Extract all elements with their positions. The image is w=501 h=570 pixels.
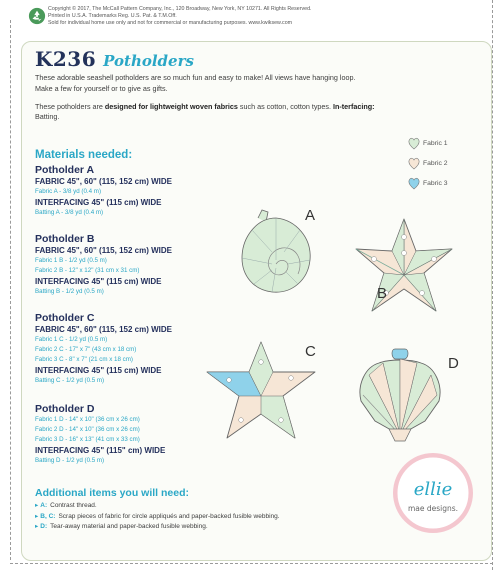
page-title [35,47,194,71]
heart-icon [408,156,420,170]
additional-heading: Additional items you will need: [35,487,190,499]
requirement-line: Fabric 1 B - 1/2 yd (0.5 m) [35,257,107,264]
requirement-line: Fabric 3 D - 16" x 13" (41 cm x 33 cm) [35,436,140,443]
cut-line-right [492,0,493,570]
potholder-title: Potholder C [35,312,95,324]
requirement-line: FABRIC 45", 60" (115, 152 cm) WIDE [35,246,172,255]
potholder-b-illustration [340,215,470,320]
requirement-line: Batting D - 1/2 yd (0.5 m) [35,457,105,464]
heart-icon [408,136,420,150]
fabric-recommendation: These potholders are designed for lightweight woven fabrics such as cotton, cotton types. In-terfacing: Batting. [35,102,375,121]
cut-line-left [10,20,11,560]
requirement-line: Batting C - 1/2 yd (0.5 m) [35,377,105,384]
requirement-line: FABRIC 45", 60" (115, 152 cm) WIDE [35,177,172,186]
additional-item: ▸ A: Contrast thread. [35,502,97,509]
requirement-line: Fabric 1 D - 14" x 10" (36 cm x 26 cm) [35,416,140,423]
intro-text: These adorable seashell potholders are so much fun and easy to make! All views have hanging loop. Make a few for yourself or to give as gifts. [35,73,356,93]
pattern-name: Potholders [103,52,194,70]
requirement-line: INTERFACING 45" (115 cm) WIDE [35,198,162,207]
view-label-a: A [305,207,316,224]
requirement-line: INTERFACING 45" (115 cm) WIDE [35,366,162,375]
requirement-line: Fabric 3 C - 8" x 7" (21 cm x 18 cm) [35,356,133,363]
potholder-d-illustration [355,345,445,445]
requirement-line: Batting A - 3/8 yd (0.4 m) [35,209,104,216]
requirement-line: Fabric 2 B - 12" x 12" (31 cm x 31 cm) [35,267,140,274]
heart-icon [408,176,420,190]
legend-item [408,173,478,193]
requirement-line: INTERFACING 45" (115 cm) WIDE [35,277,162,286]
svg-text:mae designs.: mae designs. [407,504,459,513]
copyright-notice: Copyright © 2017, The McCall Pattern Company, Inc., 120 Broadway, New York, NY 10271. All Rights Reserved. Printed in U.S.A. Trademarks Reg. U.S. Pat. & T.M.Off. Sold for individual home use only and not for commercial or manufacturing purposes. www.kwiksew.com [48,6,312,26]
potholder-title: Potholder B [35,233,95,245]
fabric-legend [408,133,478,193]
ellie-mae-logo [391,451,475,535]
requirement-line: INTERFACING 45" (115" cm) WIDE [35,446,166,455]
requirement-line: Fabric A - 3/8 yd (0.4 m) [35,188,102,195]
view-label-d: D [448,355,459,372]
requirement-line: Fabric 2 D - 14" x 10" (36 cm x 26 cm) [35,426,140,433]
legend-label: Fabric 2 [423,159,448,167]
view-label-c: C [305,343,316,360]
cut-line-bottom [10,563,493,564]
additional-item: ▸ B, C: Scrap pieces of fabric for circle appliqués and paper-backed fusible webbing. [35,512,280,520]
potholder-a-block [35,164,265,218]
recycle-icon [28,7,46,25]
requirement-line: Fabric 1 C - 1/2 yd (0.5 m) [35,336,108,343]
requirement-line: Fabric 2 C - 17" x 7" (43 cm x 18 cm) [35,346,137,353]
requirement-line: FABRIC 45", 60" (115, 152 cm) WIDE [35,325,172,334]
additional-items [35,487,385,533]
svg-text:ellie: ellie [413,479,453,500]
legend-label: Fabric 3 [423,179,448,187]
potholder-title: Potholder D [35,403,95,415]
view-label-b: B [377,285,388,302]
additional-item: ▸ D: Tear-away material and paper-backed fusible webbing. [35,523,208,530]
legend-label: Fabric 1 [423,139,448,147]
materials-heading: Materials needed: [35,149,133,161]
potholder-b-block [35,233,265,297]
legend-item [408,153,478,173]
potholder-title: Potholder A [35,164,95,176]
pattern-code: K236 [35,47,97,71]
requirement-line: Batting B - 1/2 yd (0.5 m) [35,288,104,295]
legend-item [408,133,478,153]
potholder-a-illustration [236,206,316,298]
